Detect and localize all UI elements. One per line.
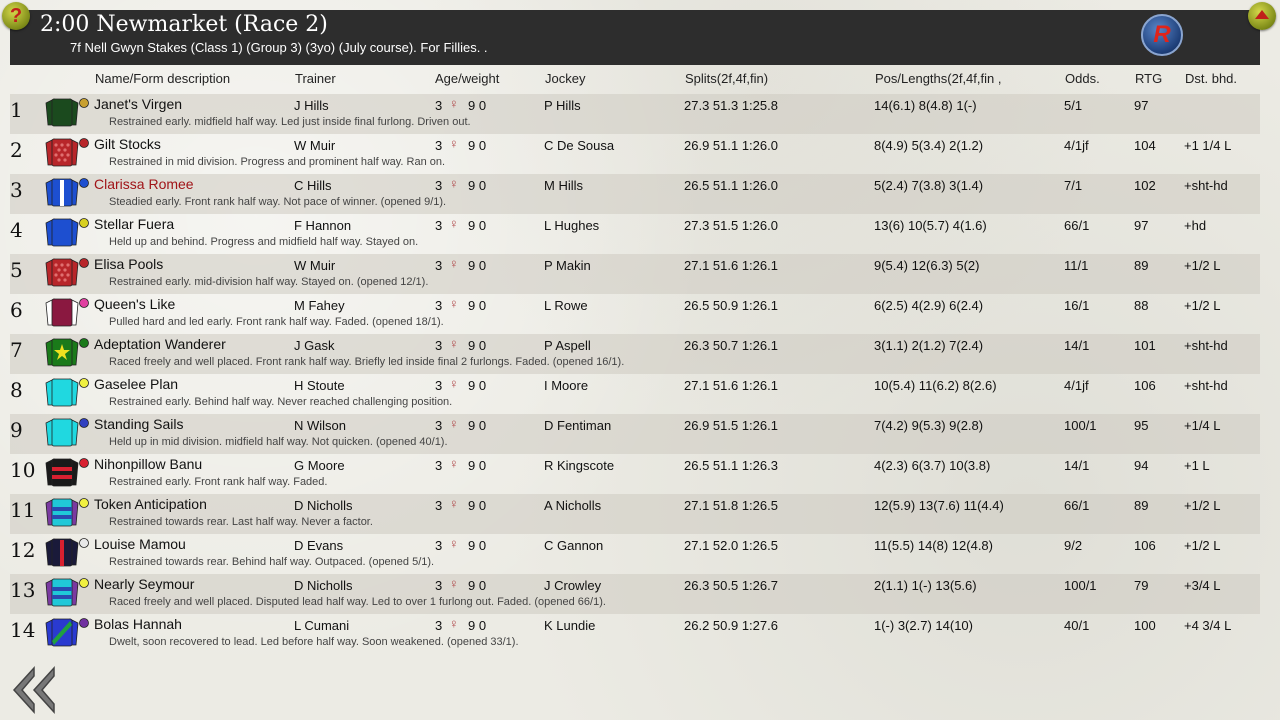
horse-age: 3 bbox=[435, 258, 443, 273]
finish-position: 12 bbox=[10, 538, 36, 562]
horse-name[interactable]: Nearly Seymour bbox=[94, 576, 195, 592]
jockey-silks-icon bbox=[44, 575, 90, 609]
odds: 100/1 bbox=[1064, 418, 1097, 433]
split-times: 27.3 51.3 1:25.8 bbox=[684, 98, 778, 113]
finish-position: 2 bbox=[10, 138, 23, 162]
positions-lengths: 5(2.4) 7(3.8) 3(1.4) bbox=[874, 178, 984, 193]
rating: 106 bbox=[1134, 538, 1156, 553]
jockey-silks-icon bbox=[44, 215, 90, 249]
form-description: Raced freely and well placed. Front rank half way. Briefly led inside final 2 furlongs. Faded. (opened 16/1). bbox=[109, 356, 625, 368]
finish-position: 5 bbox=[10, 258, 23, 282]
jockey-name: P Hills bbox=[544, 98, 581, 113]
rating: 104 bbox=[1134, 138, 1156, 153]
split-times: 27.1 52.0 1:26.5 bbox=[684, 538, 778, 553]
rating: 101 bbox=[1134, 338, 1156, 353]
horse-age: 3 bbox=[435, 378, 443, 393]
trainer-name: W Muir bbox=[294, 258, 336, 273]
female-icon: ♀ bbox=[449, 256, 459, 271]
horse-age: 3 bbox=[435, 98, 443, 113]
jockey-name: I Moore bbox=[544, 378, 589, 393]
horse-name[interactable]: Janet's Virgen bbox=[94, 96, 183, 112]
col-header-odds: Odds. bbox=[1065, 71, 1100, 86]
rating: 102 bbox=[1134, 178, 1156, 193]
table-row[interactable] bbox=[10, 254, 1260, 294]
finish-position: 11 bbox=[10, 498, 36, 522]
jockey-silks-icon bbox=[44, 255, 90, 289]
next-race-button[interactable] bbox=[1248, 2, 1276, 30]
odds: 66/1 bbox=[1064, 498, 1090, 513]
finish-position: 8 bbox=[10, 378, 23, 402]
jockey-name: P Aspell bbox=[544, 338, 591, 353]
rating: 89 bbox=[1134, 498, 1149, 513]
table-row[interactable] bbox=[10, 94, 1260, 134]
female-icon: ♀ bbox=[449, 136, 459, 151]
horse-name[interactable]: Clarissa Romee bbox=[94, 176, 194, 192]
jockey-silks-icon bbox=[44, 495, 90, 529]
form-description: Restrained early. midfield half way. Led just inside final furlong. Driven out. bbox=[109, 116, 471, 128]
finish-position: 9 bbox=[10, 418, 23, 442]
horse-name[interactable]: Bolas Hannah bbox=[94, 616, 182, 632]
jockey-name: K Lundie bbox=[544, 618, 596, 633]
horse-weight: 9 0 bbox=[468, 138, 487, 153]
jockey-silks-icon bbox=[44, 95, 90, 129]
race-title: 2:00 Newmarket (Race 2) bbox=[40, 12, 328, 37]
female-icon: ♀ bbox=[449, 456, 459, 471]
split-times: 26.2 50.9 1:27.6 bbox=[684, 618, 778, 633]
jockey-silks-icon bbox=[44, 295, 90, 329]
horse-age: 3 bbox=[435, 178, 443, 193]
odds: 16/1 bbox=[1064, 298, 1090, 313]
horse-weight: 9 0 bbox=[468, 178, 487, 193]
jockey-name: L Rowe bbox=[544, 298, 588, 313]
trainer-name: M Fahey bbox=[294, 298, 345, 313]
horse-age: 3 bbox=[435, 338, 443, 353]
positions-lengths: 3(1.1) 2(1.2) 7(2.4) bbox=[874, 338, 984, 353]
distance-behind: +1 L bbox=[1184, 458, 1210, 473]
horse-name[interactable]: Gilt Stocks bbox=[94, 136, 161, 152]
table-row[interactable] bbox=[10, 134, 1260, 174]
trainer-name: L Cumani bbox=[294, 618, 350, 633]
table-row[interactable] bbox=[10, 454, 1260, 494]
form-description: Restrained towards rear. Last half way. Never a factor. bbox=[109, 516, 373, 528]
horse-weight: 9 0 bbox=[468, 338, 487, 353]
form-description: Pulled hard and led early. Front rank half way. Faded. (opened 18/1). bbox=[109, 316, 444, 328]
back-button[interactable] bbox=[8, 664, 60, 716]
horse-age: 3 bbox=[435, 458, 443, 473]
positions-lengths: 2(1.1) 1(-) 13(5.6) bbox=[874, 578, 977, 593]
form-description: Restrained towards rear. Behind half way. Outpaced. (opened 5/1). bbox=[109, 556, 435, 568]
female-icon: ♀ bbox=[449, 496, 459, 511]
distance-behind: +1 1/4 L bbox=[1184, 138, 1232, 153]
horse-name[interactable]: Louise Mamou bbox=[94, 536, 186, 552]
split-times: 26.5 50.9 1:26.1 bbox=[684, 298, 778, 313]
trainer-name: F Hannon bbox=[294, 218, 352, 233]
finish-position: 7 bbox=[10, 338, 23, 362]
horse-name[interactable]: Adeptation Wanderer bbox=[94, 336, 226, 352]
trainer-name: G Moore bbox=[294, 458, 345, 473]
horse-weight: 9 0 bbox=[468, 538, 487, 553]
col-header-name: Name/Form description bbox=[95, 71, 231, 86]
col-header-age-weight: Age/weight bbox=[435, 71, 500, 86]
form-description: Raced freely and well placed. Disputed lead half way. Led to over 1 furlong out. Faded. (opened 66/1). bbox=[109, 596, 606, 608]
table-row[interactable] bbox=[10, 534, 1260, 574]
odds: 14/1 bbox=[1064, 458, 1090, 473]
rating: 106 bbox=[1134, 378, 1156, 393]
split-times: 26.3 50.7 1:26.1 bbox=[684, 338, 778, 353]
distance-behind: +1/2 L bbox=[1184, 498, 1221, 513]
form-description: Restrained early. mid-division half way. Stayed on. (opened 12/1). bbox=[109, 276, 429, 288]
trainer-name: D Evans bbox=[294, 538, 344, 553]
col-header-dst-bhd: Dst. bhd. bbox=[1185, 71, 1238, 86]
horse-name[interactable]: Standing Sails bbox=[94, 416, 184, 432]
positions-lengths: 9(5.4) 12(6.3) 5(2) bbox=[874, 258, 980, 273]
distance-behind: +sht-hd bbox=[1184, 378, 1228, 393]
odds: 4/1jf bbox=[1064, 378, 1089, 393]
split-times: 27.1 51.6 1:26.1 bbox=[684, 378, 778, 393]
finish-position: 14 bbox=[10, 618, 36, 642]
horse-name[interactable]: Elisa Pools bbox=[94, 256, 164, 272]
female-icon: ♀ bbox=[449, 576, 459, 591]
odds: 100/1 bbox=[1064, 578, 1097, 593]
col-header-splits: Splits(2f,4f,fin) bbox=[685, 71, 769, 86]
jockey-name: A Nicholls bbox=[544, 498, 602, 513]
jockey-name: C De Sousa bbox=[544, 138, 615, 153]
col-header-jockey: Jockey bbox=[545, 71, 586, 86]
horse-weight: 9 0 bbox=[468, 258, 487, 273]
table-row[interactable] bbox=[10, 374, 1260, 414]
odds: 11/1 bbox=[1064, 258, 1089, 273]
horse-weight: 9 0 bbox=[468, 378, 487, 393]
finish-position: 10 bbox=[10, 458, 36, 482]
horse-name[interactable]: Token Anticipation bbox=[94, 496, 207, 512]
positions-lengths: 4(2.3) 6(3.7) 10(3.8) bbox=[874, 458, 991, 473]
horse-name[interactable]: Stellar Fuera bbox=[94, 216, 175, 232]
trainer-name: N Wilson bbox=[294, 418, 347, 433]
split-times: 26.9 51.1 1:26.0 bbox=[684, 138, 778, 153]
horse-weight: 9 0 bbox=[468, 298, 487, 313]
horse-weight: 9 0 bbox=[468, 98, 487, 113]
odds: 40/1 bbox=[1064, 618, 1090, 633]
female-icon: ♀ bbox=[449, 96, 459, 111]
horse-weight: 9 0 bbox=[468, 578, 487, 593]
female-icon: ♀ bbox=[449, 296, 459, 311]
horse-age: 3 bbox=[435, 498, 443, 513]
horse-weight: 9 0 bbox=[468, 418, 487, 433]
split-times: 27.3 51.5 1:26.0 bbox=[684, 218, 778, 233]
horse-name[interactable]: Nihonpillow Banu bbox=[94, 456, 203, 472]
split-times: 26.3 50.5 1:26.7 bbox=[684, 578, 778, 593]
positions-lengths: 8(4.9) 5(3.4) 2(1.2) bbox=[874, 138, 984, 153]
split-times: 26.5 51.1 1:26.3 bbox=[684, 458, 778, 473]
form-description: Held up in mid division. midfield half way. Not quicken. (opened 40/1). bbox=[109, 436, 448, 448]
jockey-name: R Kingscote bbox=[544, 458, 615, 473]
replay-button[interactable]: R bbox=[1141, 14, 1183, 56]
finish-position: 6 bbox=[10, 298, 23, 322]
table-row[interactable] bbox=[10, 174, 1260, 214]
split-times: 27.1 51.8 1:26.5 bbox=[684, 498, 778, 513]
horse-age: 3 bbox=[435, 538, 443, 553]
trainer-name: D Nicholls bbox=[294, 578, 353, 593]
positions-lengths: 6(2.5) 4(2.9) 6(2.4) bbox=[874, 298, 984, 313]
jockey-silks-icon bbox=[44, 535, 90, 569]
col-header-trainer: Trainer bbox=[295, 71, 336, 86]
distance-behind: +1/2 L bbox=[1184, 258, 1221, 273]
odds: 4/1jf bbox=[1064, 138, 1089, 153]
finish-position: 4 bbox=[10, 218, 23, 242]
distance-behind: +1/2 L bbox=[1184, 298, 1221, 313]
rating: 88 bbox=[1134, 298, 1149, 313]
split-times: 27.1 51.6 1:26.1 bbox=[684, 258, 778, 273]
jockey-silks-icon bbox=[44, 375, 90, 409]
horse-weight: 9 0 bbox=[468, 498, 487, 513]
jockey-silks-icon bbox=[44, 455, 90, 489]
table-row[interactable] bbox=[10, 294, 1260, 334]
distance-behind: +sht-hd bbox=[1184, 178, 1228, 193]
positions-lengths: 1(-) 3(2.7) 14(10) bbox=[874, 618, 973, 633]
rating: 79 bbox=[1134, 578, 1149, 593]
horse-weight: 9 0 bbox=[468, 458, 487, 473]
jockey-name: P Makin bbox=[544, 258, 591, 273]
horse-age: 3 bbox=[435, 298, 443, 313]
finish-position: 1 bbox=[10, 98, 23, 122]
form-description: Restrained in mid division. Progress and prominent half way. Ran on. bbox=[109, 156, 446, 168]
distance-behind: +4 3/4 L bbox=[1184, 618, 1232, 633]
split-times: 26.9 51.5 1:26.1 bbox=[684, 418, 778, 433]
form-description: Steadied early. Front rank half way. Not pace of winner. (opened 9/1). bbox=[109, 196, 447, 208]
trainer-name: J Gask bbox=[294, 338, 335, 353]
table-row[interactable] bbox=[10, 494, 1260, 534]
horse-age: 3 bbox=[435, 218, 443, 233]
odds: 14/1 bbox=[1064, 338, 1090, 353]
horse-age: 3 bbox=[435, 618, 443, 633]
form-description: Restrained early. Front rank half way. Faded. bbox=[109, 476, 328, 488]
trainer-name: W Muir bbox=[294, 138, 336, 153]
rating: 100 bbox=[1134, 618, 1156, 633]
distance-behind: +1/2 L bbox=[1184, 538, 1221, 553]
horse-name[interactable]: Gaselee Plan bbox=[94, 376, 179, 392]
positions-lengths: 12(5.9) 13(7.6) 11(4.4) bbox=[874, 498, 1004, 513]
distance-behind: +3/4 L bbox=[1184, 578, 1221, 593]
horse-name[interactable]: Queen's Like bbox=[94, 296, 176, 312]
table-row[interactable] bbox=[10, 574, 1260, 614]
table-row[interactable] bbox=[10, 614, 1260, 654]
col-header-rtg: RTG bbox=[1135, 71, 1163, 86]
jockey-name: L Hughes bbox=[544, 218, 600, 233]
split-times: 26.5 51.1 1:26.0 bbox=[684, 178, 778, 193]
positions-lengths: 11(5.5) 14(8) 12(4.8) bbox=[874, 538, 993, 553]
distance-behind: +1/4 L bbox=[1184, 418, 1221, 433]
odds: 5/1 bbox=[1064, 98, 1083, 113]
horse-weight: 9 0 bbox=[468, 218, 487, 233]
jockey-silks-icon bbox=[44, 135, 90, 169]
female-icon: ♀ bbox=[449, 216, 459, 231]
distance-behind: +sht-hd bbox=[1184, 338, 1228, 353]
table-row[interactable] bbox=[10, 414, 1260, 454]
jockey-silks-icon bbox=[44, 175, 90, 209]
rating: 95 bbox=[1134, 418, 1149, 433]
female-icon: ♀ bbox=[449, 376, 459, 391]
table-row[interactable] bbox=[10, 214, 1260, 254]
trainer-name: C Hills bbox=[294, 178, 332, 193]
horse-age: 3 bbox=[435, 578, 443, 593]
rating: 94 bbox=[1134, 458, 1149, 473]
female-icon: ♀ bbox=[449, 336, 459, 351]
form-description: Restrained early. Behind half way. Never reached challenging position. bbox=[109, 396, 453, 408]
jockey-name: D Fentiman bbox=[544, 418, 612, 433]
odds: 66/1 bbox=[1064, 218, 1090, 233]
horse-age: 3 bbox=[435, 418, 443, 433]
female-icon: ♀ bbox=[449, 176, 459, 191]
female-icon: ♀ bbox=[449, 616, 459, 631]
finish-position: 3 bbox=[10, 178, 23, 202]
positions-lengths: 10(5.4) 11(6.2) 8(2.6) bbox=[874, 378, 997, 393]
trainer-name: J Hills bbox=[294, 98, 329, 113]
distance-behind: +hd bbox=[1184, 218, 1207, 233]
jockey-name: M Hills bbox=[544, 178, 583, 193]
horse-age: 3 bbox=[435, 138, 443, 153]
rating: 97 bbox=[1134, 218, 1149, 233]
female-icon: ♀ bbox=[449, 536, 459, 551]
jockey-name: J Crowley bbox=[544, 578, 602, 593]
help-button[interactable]: ? bbox=[2, 2, 30, 30]
positions-lengths: 7(4.2) 9(5.3) 9(2.8) bbox=[874, 418, 984, 433]
positions-lengths: 13(6) 10(5.7) 4(1.6) bbox=[874, 218, 987, 233]
rating: 89 bbox=[1134, 258, 1149, 273]
jockey-silks-icon bbox=[44, 415, 90, 449]
form-description: Held up and behind. Progress and midfield half way. Stayed on. bbox=[109, 236, 419, 248]
col-header-pos-lengths: Pos/Lengths(2f,4f,fin , bbox=[875, 71, 1002, 86]
positions-lengths: 14(6.1) 8(4.8) 1(-) bbox=[874, 98, 977, 113]
table-row[interactable] bbox=[10, 334, 1260, 374]
finish-position: 13 bbox=[10, 578, 36, 602]
trainer-name: H Stoute bbox=[294, 378, 345, 393]
form-description: Dwelt, soon recovered to lead. Led before half way. Soon weakened. (opened 33/1). bbox=[109, 636, 519, 648]
odds: 9/2 bbox=[1064, 538, 1083, 553]
jockey-silks-icon bbox=[44, 335, 90, 369]
horse-weight: 9 0 bbox=[468, 618, 487, 633]
rating: 97 bbox=[1134, 98, 1149, 113]
double-chevron-left-icon bbox=[14, 668, 54, 712]
female-icon: ♀ bbox=[449, 416, 459, 431]
jockey-name: C Gannon bbox=[544, 538, 604, 553]
race-header bbox=[10, 10, 1260, 65]
race-subtitle: 7f Nell Gwyn Stakes (Class 1) (Group 3) (3yo) (July course). For Fillies. . bbox=[70, 40, 488, 55]
jockey-silks-icon bbox=[44, 615, 90, 649]
trainer-name: D Nicholls bbox=[294, 498, 353, 513]
odds: 7/1 bbox=[1064, 178, 1083, 193]
